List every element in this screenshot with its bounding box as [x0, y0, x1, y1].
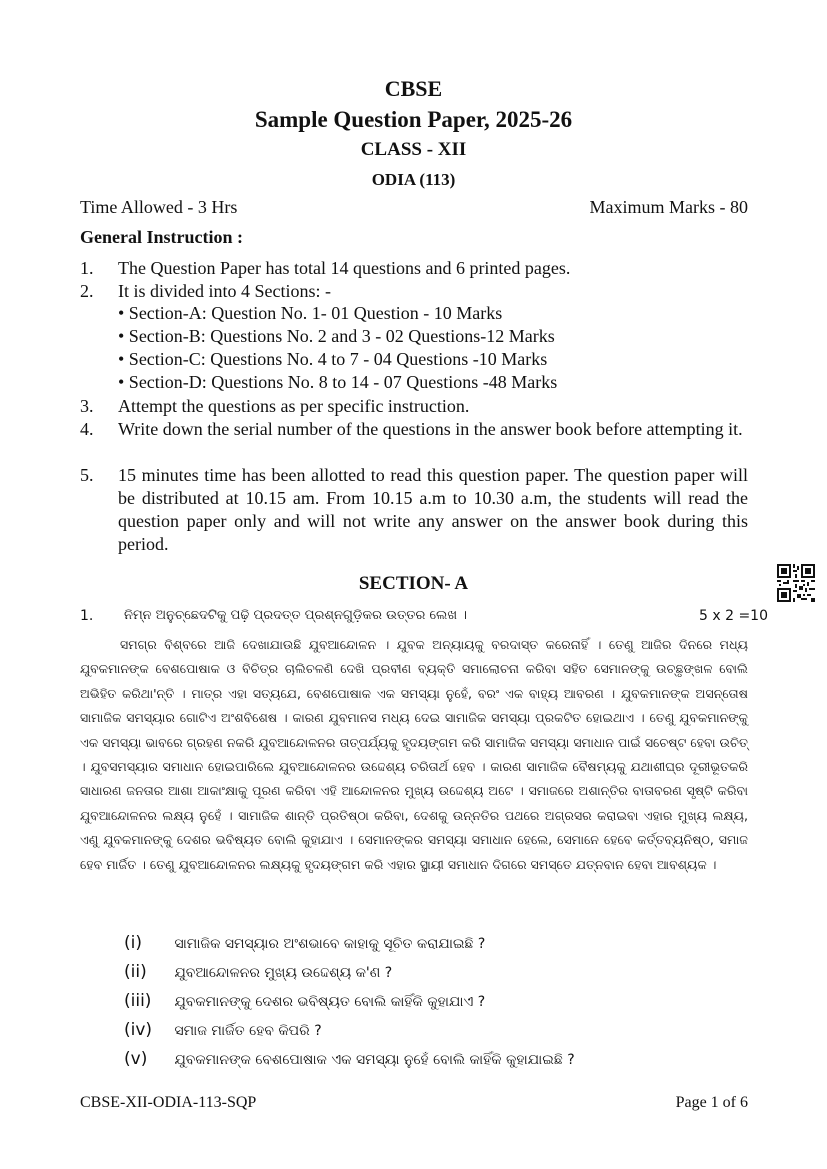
sub-question-text: ଯୁବକମାନଙ୍କ ବେଶପୋଷାକ ଏକ ସମସ୍ୟା ନୁହେଁ ବୋଲି କାହିଁକି କୁହାଯାଇଛି ? [174, 1052, 575, 1068]
instruction-item [80, 395, 748, 418]
instruction-number: 5. [80, 465, 94, 485]
instruction-item [80, 257, 748, 280]
subject-label: ODIA (113) [371, 170, 456, 189]
sub-question-number: (iii) [124, 991, 152, 1011]
section-summary-d: • Section-D: Questions No. 8 to 14 - 07 Questions -48 Marks [118, 372, 558, 392]
question-number: 1. [80, 608, 94, 624]
board-title: CBSE [384, 76, 443, 101]
sub-question-number: (i) [124, 933, 142, 953]
sub-question-text: ସମାଜ ମାର୍ଜିତ ହେବ କିପରି ? [174, 1023, 322, 1039]
instruction-number: 2. [80, 281, 94, 301]
instruction-text: It is divided into 4 Sections: - [118, 281, 331, 301]
instruction-number: 4. [80, 419, 94, 439]
maximum-marks: Maximum Marks - 80 [589, 197, 748, 217]
paper-code: CBSE-XII-ODIA-113-SQP [80, 1094, 257, 1111]
sub-question-text: ଯୁବଆନ୍ଦୋଳନର ମୁଖ୍ୟ ଉଦ୍ଦେଶ୍ୟ କ'ଣ ? [174, 965, 393, 981]
sub-question [124, 1020, 322, 1040]
time-allowed: Time Allowed - 3 Hrs [80, 197, 238, 217]
instruction-item [80, 464, 748, 556]
section-a-heading: SECTION- A [358, 573, 469, 594]
sub-question-text: ଯୁବକମାନଙ୍କୁ ଦେଶର ଭବିଷ୍ୟତ ବୋଲି କାହିଁକି କୁହାଯାଏ ? [174, 994, 486, 1010]
sub-question-text: ସାମାଜିକ ସମସ୍ୟାର ଅଂଶଭାବେ କାହାକୁ ସୂଚିତ କରାଯାଇଛି ? [174, 936, 486, 952]
instruction-number: 3. [80, 396, 94, 416]
instruction-text: Write down the serial number of the questions in the answer book before attempting it. [118, 419, 743, 439]
instruction-text: The Question Paper has total 14 questions and 6 printed pages. [118, 258, 571, 278]
sub-question [124, 933, 485, 953]
sub-question-number: (v) [124, 1049, 148, 1069]
paper-title: Sample Question Paper, 2025-26 [254, 107, 573, 132]
section-summary-c: • Section-C: Questions No. 4 to 7 - 04 Questions -10 Marks [118, 349, 548, 369]
sub-question [124, 991, 485, 1011]
question-marks: 5 x 2 =10 [699, 608, 768, 624]
general-instruction-heading: General Instruction : [80, 227, 243, 247]
sub-question-number: (iv) [124, 1020, 153, 1040]
comprehension-passage: ସମଗ୍ର ବିଶ୍ବରେ ଆଜି ଦେଖାଯାଉଛି ଯୁବଆନ୍ଦୋଳନ । ଯୁବକ ଅନ୍ୟାୟକୁ ବରଦାସ୍ତ କରେନାହିଁ । ତେଣୁ ଆଜିର ଦିନରେ ମଧ୍ୟ ଯୁବକମାନଙ୍କ ବେଶପୋଷାକ ଓ ବିଚିତ୍ର ଚାଲିଚଳଣି ଦେଖି ପ୍ରବୀଣ ବ୍ୟକ୍ତି ସମାଲୋଚନା କରିବା ସହିତ ସେମାନଙ୍କୁ ଉଚ୍ଛୃଙ୍ଖଳ ବୋଲି ଅଭିହିତ କରିଥା'ନ୍ତି । ମାତ୍ର ଏହା ସତ୍ୟଯେ, ବେଶପୋଷାକ ଏକ ସମସ୍ୟା ନୁହେଁ, ବରଂ ଏକ ବାହ୍ୟ ଆବରଣ । ଯୁବକମାନଙ୍କ ଅସନ୍ତୋଷ ସାମାଜିକ ସମସ୍ୟାର ଗୋଟିଏ ଅଂଶବିଶେଷ । କାରଣ ଯୁବମାନସ ମଧ୍ୟ ଦେଇ ସାମାଜିକ ସମସ୍ୟା ପ୍ରକଟିତ ହୋଇଥାଏ । ତେଣୁ ଯୁବକମାନଙ୍କୁ ଏକ ସମସ୍ୟା ଭାବରେ ଗ୍ରହଣ ନକରି ଯୁବଆନ୍ଦୋଳନର ତାତ୍ପର୍ଯ୍ୟକୁ ହୃଦୟଙ୍ଗମ କରି ସାମାଜିକ ସମସ୍ୟା ସମାଧାନ ପାଇଁ ସଚେଷ୍ଟ ହେବା ଉଚିତ୍ । ଯୁବସମସ୍ୟାର ସମାଧାନ ହୋଇପାରିଲେ ଯୁବଆନ୍ଦୋଳନର ଉଦ୍ଦେଶ୍ୟ ଚରିତାର୍ଥ ହେବ । କାରଣ ସାମାଜିକ ବୈଷମ୍ୟକୁ ଯଥାଶୀଘ୍ର ଦୂରୀଭୂତକରି ସାଧାରଣ ଜନତାର ଆଶା ଆକାଂକ୍ଷାକୁ ପୂରଣ କରିବା ଏହି ଆନ୍ଦୋଳନର ମୁଖ୍ୟ ଉଦ୍ଦେଶ୍ୟ ଅଟେ । ସମାଜରେ ଅଶାନ୍ତିର ବାତାବରଣ ସୃଷ୍ଟି କରିବା ଯୁବଆନ୍ଦୋଳନର ଲକ୍ଷ୍ୟ ନୁହେଁ । ସାମାଜିକ ଶାନ୍ତି ପ୍ରତିଷ୍ଠା କରିବା, ଦେଶକୁ ଉନ୍ନତିର ପଥରେ ଅଗ୍ରସର କରାଇବା ଏହାର ମୁଖ୍ୟ ଲକ୍ଷ୍ୟ, ଏଣୁ ଯୁବକମାନଙ୍କୁ ଦେଶର ଭବିଷ୍ୟତ ବୋଲି କୁହାଯାଏ । ସେମାନଙ୍କର ସମସ୍ୟା ସମାଧାନ ହେଲେ, ସେମାନେ ହେବେ କର୍ତ୍ତବ୍ୟନିଷ୍ଠ, ସମାଜ ହେବ ମାର୍ଜିତ । ତେଣୁ ଯୁବଆନ୍ଦୋଳନର ଲକ୍ଷ୍ୟକୁ ହୃଦୟଙ୍ଗମ କରି ଏହାର ସ୍ଥାୟୀ ସମାଧାନ ଦିଗରେ ସମସ୍ତେ ଯତ୍ନବାନ ହେବା ଆବଶ୍ୟକ । [80, 637, 748, 872]
page-number: Page 1 of 6 [675, 1094, 748, 1111]
qr-code-icon [777, 564, 815, 602]
question-instruction: ନିମ୍ନ ଅନୁଚ୍ଛେଦଟିକୁ ପଢ଼ି ପ୍ରଦତ୍ତ ପ୍ରଶ୍ନଗୁଡ଼ିକର ଉତ୍ତର ଲେଖ । [124, 608, 468, 623]
section-summary-b: • Section-B: Questions No. 2 and 3 - 02 Questions-12 Marks [118, 326, 555, 346]
instruction-number: 1. [80, 258, 94, 278]
sub-question [124, 1049, 575, 1069]
instruction-item [80, 418, 748, 441]
instruction-text: 15 minutes time has been allotted to read this question paper. The question paper will be distributed at 10.15 am. From 10.15 a.m to 10.30 a.m, the students will read the question paper only and will not write any answer on the answer book during this period. [118, 465, 748, 554]
instruction-text: Attempt the questions as per specific instruction. [118, 396, 470, 416]
sub-question-number: (ii) [124, 962, 147, 982]
instruction-item [80, 280, 748, 303]
class-label: CLASS - XII [360, 139, 467, 160]
section-summary-a: • Section-A: Question No. 1- 01 Question - 10 Marks [118, 303, 503, 323]
sub-question [124, 962, 392, 982]
